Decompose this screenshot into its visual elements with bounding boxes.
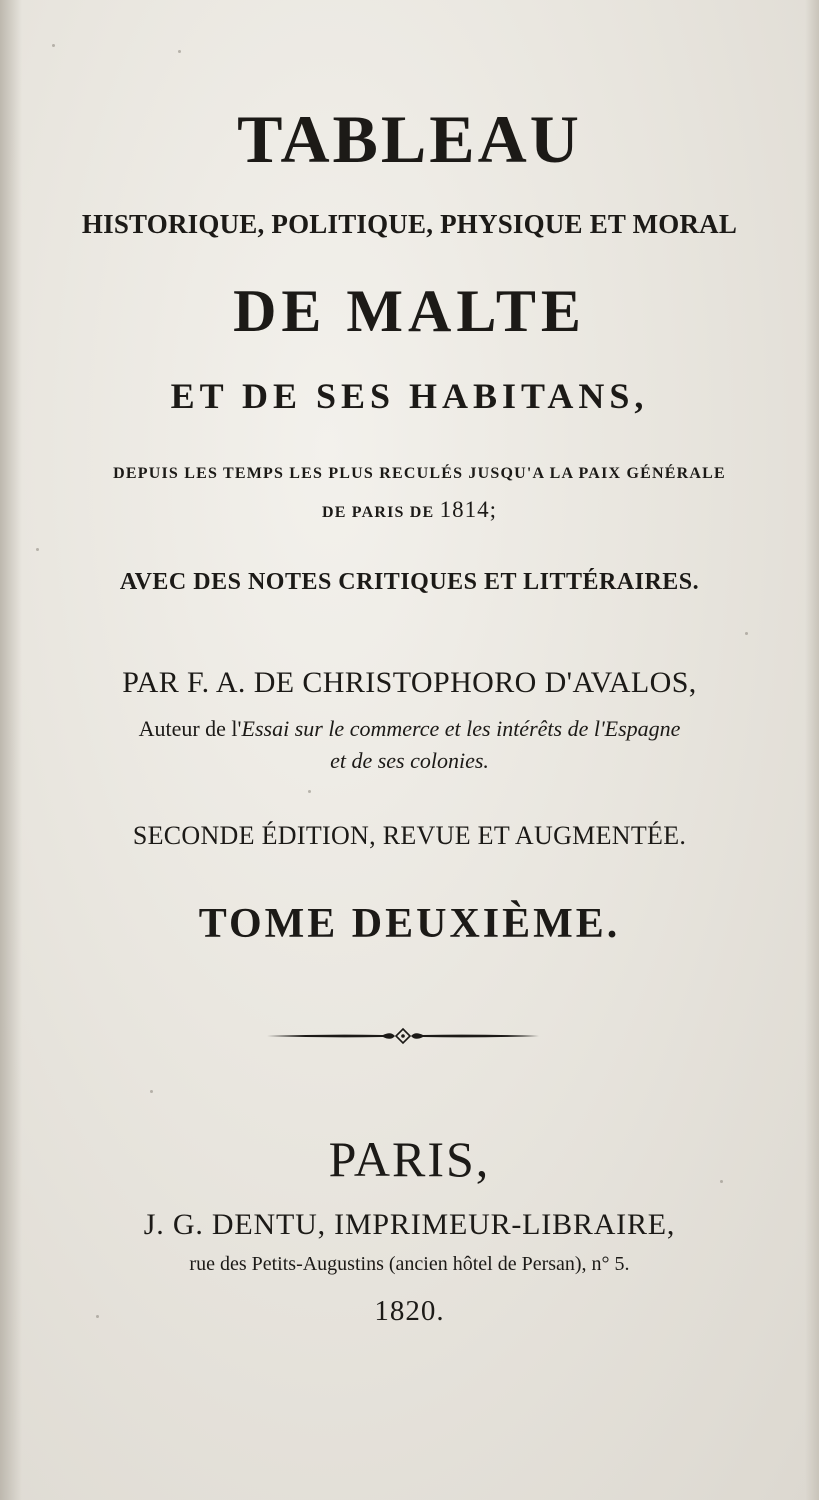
notes-line: AVEC DES NOTES CRITIQUES ET LITTÉRAIRES. (119, 569, 700, 595)
imprint-city: PARIS, (328, 1131, 491, 1187)
author-line: PAR F. A. DE CHRISTOPHORO D'AVALOS, (122, 666, 697, 699)
period-year: 1814; (439, 497, 498, 522)
paper-speck (745, 632, 748, 635)
book-title: TABLEAU (237, 101, 582, 177)
author-note-line-2: et de ses colonies. (330, 748, 489, 773)
paper-speck (36, 548, 39, 551)
paper-speck (96, 1315, 99, 1318)
imprint-publisher: J. G. DENTU, IMPRIMEUR-LIBRAIRE, (143, 1208, 676, 1241)
edition-line: SECONDE ÉDITION, REVUE ET AUGMENTÉE. (132, 821, 687, 850)
paper-speck (150, 1090, 153, 1093)
book-subject-continued: ET DE SES HABITANS, (170, 376, 649, 416)
paper-speck (720, 1180, 723, 1183)
author-note-work: Essai sur le commerce et les intérêts de l'Espagne (241, 716, 681, 741)
period-line-2-prefix: DE PARIS DE (321, 504, 435, 521)
paper-speck (52, 44, 55, 47)
period-line-2 (0, 497, 819, 523)
imprint-year: 1820. (374, 1295, 445, 1327)
paper-speck (178, 50, 181, 53)
printers-rule-ornament-icon (265, 1026, 541, 1046)
paper-speck (308, 790, 311, 793)
volume-line: TOME DEUXIÈME. (198, 901, 621, 947)
book-subject: DE MALTE (233, 278, 586, 344)
author-note-line-1 (0, 716, 819, 742)
period-line-1: DEPUIS LES TEMPS LES PLUS RECULÉS JUSQU'A LA PAIX GÉNÉRALE (113, 465, 726, 482)
imprint-address: rue des Petits-Augustins (ancien hôtel de Persan), n° 5. (189, 1253, 630, 1275)
book-subtitle: HISTORIQUE, POLITIQUE, PHYSIQUE ET MORAL (81, 209, 738, 239)
author-note-prefix: Auteur de l' (138, 716, 242, 741)
